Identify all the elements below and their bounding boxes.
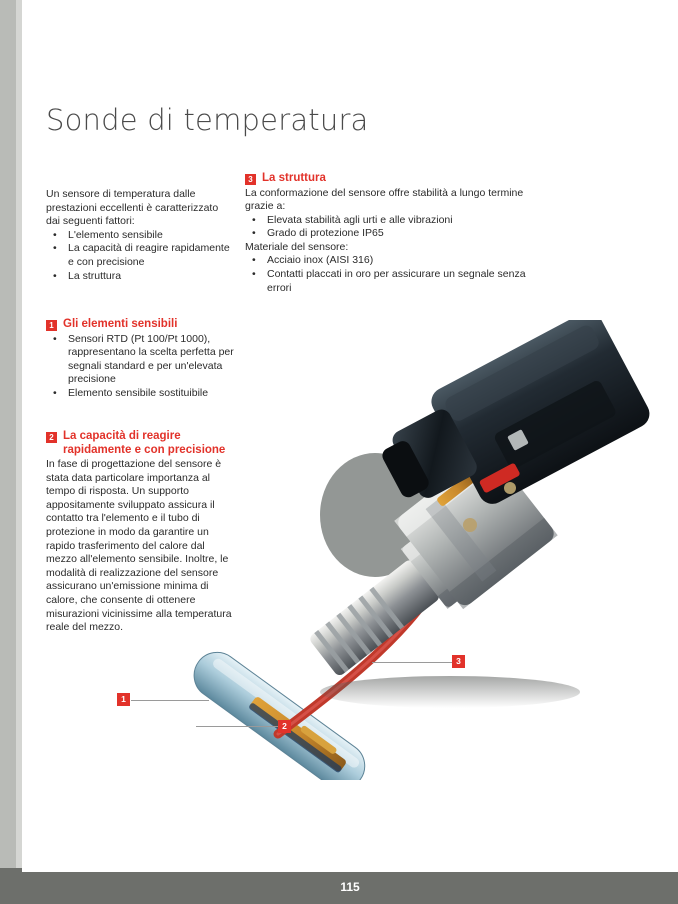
- page-number: 115: [340, 880, 360, 894]
- leader-line-3: [372, 662, 454, 663]
- intro-paragraph: Un sensore di temperatura dalle prestazioni eccellenti è caratterizzato dai seguenti fattori:: [46, 188, 219, 228]
- list-item: • Contatti placcati in oro per assicurare un segnale senza errori: [245, 268, 540, 295]
- left-edge-bar-light: [16, 0, 22, 904]
- callout-marker-2: 2: [278, 720, 291, 733]
- footer-left-corner: [0, 868, 22, 904]
- list-item: • La capacità di reagire rapidamente e con precisione: [46, 242, 232, 269]
- section-heading: [245, 172, 540, 186]
- callout-marker-3: 3: [452, 655, 465, 668]
- page-footer: [22, 872, 678, 904]
- section-title: La capacità di reagire rapidamente e con precisione: [63, 430, 226, 456]
- section-bullet-list-materials: [245, 254, 540, 295]
- list-item: • Sensori RTD (Pt 100/Pt 1000), rappresentano la scelta perfetta per segnali standard e per un'elevata precisione: [46, 333, 236, 387]
- section-paragraph: La conformazione del sensore offre stabilità a lungo termine grazie a:: [245, 186, 524, 213]
- section-title: La struttura: [262, 172, 326, 184]
- list-item: • Elevata stabilità agli urti e alle vibrazioni: [245, 214, 540, 228]
- page-title: Sonde di temperatura: [46, 103, 369, 137]
- list-item: • Grado di protezione IP65: [245, 227, 540, 241]
- intro-bullet-list: [46, 229, 232, 283]
- list-item: • La struttura: [46, 270, 232, 284]
- section-struttura: [245, 172, 540, 295]
- list-item: • L'elemento sensibile: [46, 229, 232, 243]
- list-item: • Elemento sensibile sostituibile: [46, 387, 236, 401]
- leader-line-1: [131, 700, 209, 701]
- probe-illustration: [150, 320, 670, 780]
- section-bullet-list: [245, 214, 540, 241]
- callout-marker-1: 1: [117, 693, 130, 706]
- list-item: • Acciaio inox (AISI 316): [245, 254, 540, 268]
- leader-line-2: [196, 726, 282, 727]
- section-number-badge: 1: [46, 320, 57, 331]
- section-title: Gli elementi sensibili: [63, 318, 178, 330]
- intro-block: [46, 188, 232, 283]
- section-subheading: Materiale del sensore:: [245, 240, 349, 253]
- section-number-badge: 2: [46, 432, 57, 443]
- section-paragraph: In fase di progettazione del sensore è stata data particolare importanza al tempo di risposta. Un supporto appositamente sviluppato assicura il contatto tra l'elemento e il tubo di protezione in modo da garantire un rapido trasferimento del calore dal mezzo all'elemento sensibile. Inoltre, le modalità di realizzazione del sensore assicurano un'emissione minima di calore, che consente di ottenere misurazioni vicinissime alla temperatura reale del mezzo.: [46, 458, 232, 634]
- section-number-badge: 3: [245, 174, 256, 185]
- left-edge-bar: [0, 0, 16, 904]
- product-photo-temperature-probe: [150, 320, 670, 780]
